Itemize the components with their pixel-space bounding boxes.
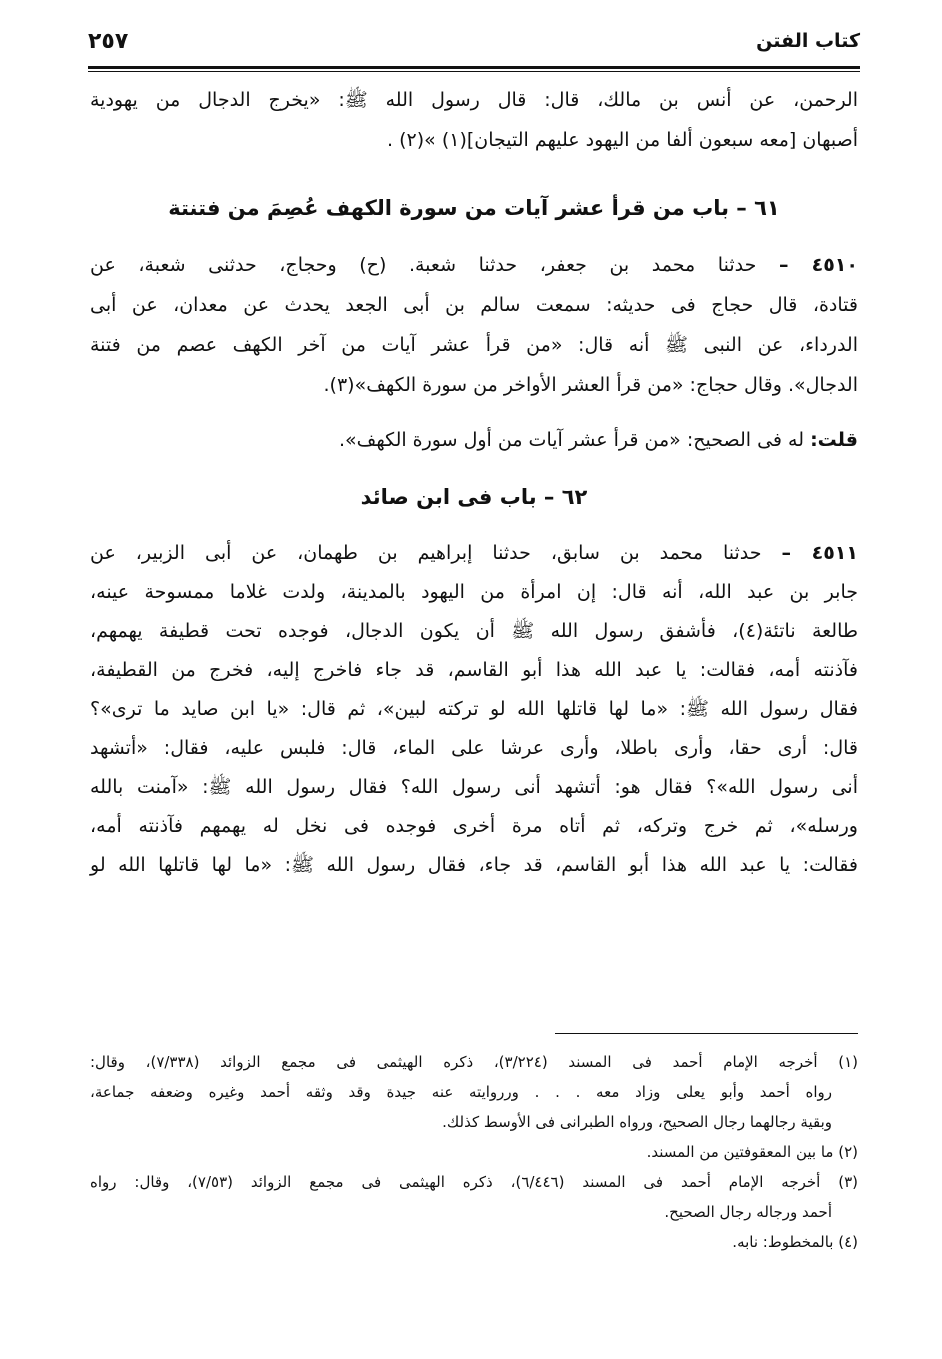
- hadith-4510-line: الدجال». وقال حجاج: «من قرأ العشر الأواخر من سورة الكهف»(٣).: [323, 374, 858, 396]
- footnote-1-line: رواه أحمد وأبو يعلى وزاد معه . . . ورروايته عنه جيدة وقد وثقه أحمد وغيره وضعفه جماعة،: [90, 1083, 832, 1101]
- hadith-4511-line: ورسله»، ثم خرج وتركه، ثم أتاه مرة أخرى فوجده فى نخل له يهمهم فآذنته أمه،: [90, 815, 858, 837]
- footnote-1: (١) أخرجه الإمام أحمد فى المسند (٣/٢٢٤)، ذكره الهيثمى فى مجمع الزوائد (٧/٣٣٨)، وقال:: [90, 1053, 858, 1071]
- page-number: ٢٥٧: [88, 28, 129, 54]
- note-text: له فى الصحيح: «من قرأ عشر آيات من أول سورة الكهف».: [338, 429, 805, 451]
- hadith-number: ٤٥١٠ –: [778, 254, 858, 276]
- footnote-2: (٢) ما بين المعقوفتين من المسند.: [646, 1143, 858, 1161]
- hadith-4511-line: طالعة ناتئة(٤)، فأشفق رسول الله ﷺ أن يكون الدجال، فوجده تحت قطيفة يهمهم،: [90, 620, 859, 642]
- footnote-3-line: أحمد ورجاله رجال الصحيح.: [664, 1203, 832, 1221]
- note-label: قلت:: [810, 429, 858, 451]
- running-title: كتاب الفتن: [756, 30, 860, 52]
- text-line: الرحمن، عن أنس بن مالك، قال: قال رسول الله ﷺ: «يخرج الدجال من يهودية: [90, 89, 858, 111]
- hadith-4511-line: فقال رسول الله ﷺ: «ما لها قاتلها الله لو تركته لبين»، ثم قال: «يا ابن صايد ما ترى»؟: [90, 698, 858, 720]
- page-header: [88, 24, 860, 58]
- footnote-3: (٣) أخرجه الإمام أحمد فى المسند (٦/٤٤٦)، ذكره الهيثمى فى مجمع الزوائد (٧/٥٣)، وقال: رواه: [90, 1173, 858, 1191]
- hadith-4511-line: جابر بن عبد الله، أنه قال: إن امرأة من اليهود بالمدينة، ولدت غلاما ممسوحة عينه،: [90, 581, 858, 603]
- hadith-4510-line: قتادة، قال حجاج فى حديثه: سمعت سالم بن أبى الجعد يحدث عن معدان، عن أبى: [90, 294, 858, 316]
- footnote-rule: [555, 1033, 858, 1034]
- hadith-4510-line: [90, 245, 858, 285]
- text-line: أصبهان [معه سبعون ألفا من اليهود عليهم التيجان](١) »(٢) .: [387, 129, 858, 151]
- hadith-4511-line: قال: أرى حقا، وأرى باطلا، وأرى عرشا على الماء، قال: فلبس عليه، فقال: «أتشهد: [90, 737, 858, 759]
- header-rule-thin: [88, 71, 860, 72]
- hadith-4511-line: أنى رسول الله»؟ فقال هو: أتشهد أنى رسول الله؟ فقال رسول الله ﷺ: «آمنت بالله: [90, 776, 858, 798]
- hadith-text: حدثنا محمد بن سابق، حدثنا إبراهيم بن طهمان، عن أبى الزبير، عن: [90, 542, 762, 564]
- chapter-heading-61: ٦١ – باب من قرأ عشر آيات من سورة الكهف عُصِمَ من فتنتة: [168, 196, 780, 220]
- footnote-1-line: وبقية رجالهما رجال الصحيح، ورواه الطبرانى فى الأوسط كذلك.: [442, 1113, 832, 1131]
- footnote-4: (٤) بالمخطوط: نابه.: [732, 1233, 858, 1251]
- hadith-4511-line: فآذنته أمه، فقالت: يا عبد الله هذا أبو القاسم، قد جاء فاخرج إليه، فخرج من القطيفة،: [90, 659, 858, 681]
- hadith-4511-line: فقالت: يا عبد الله هذا أبو القاسم، قد جاء، فقال رسول الله ﷺ: «ما لها قاتلها الله لو: [90, 854, 858, 876]
- editor-note: [90, 420, 858, 460]
- header-rule: [88, 66, 860, 69]
- hadith-text: حدثنا محمد بن جعفر، حدثنا شعبة. (ح) وحجاج، حدثنى شعبة، عن: [90, 254, 757, 276]
- hadith-4510-line: الدرداء، عن النبى ﷺ أنه قال: «من قرأ عشر آيات من آخر الكهف عصم من فتنة: [90, 334, 858, 356]
- hadith-4511-line: [90, 533, 858, 573]
- hadith-number: ٤٥١١ –: [781, 542, 858, 564]
- chapter-heading-62: ٦٢ – باب فى ابن صائد: [360, 485, 588, 509]
